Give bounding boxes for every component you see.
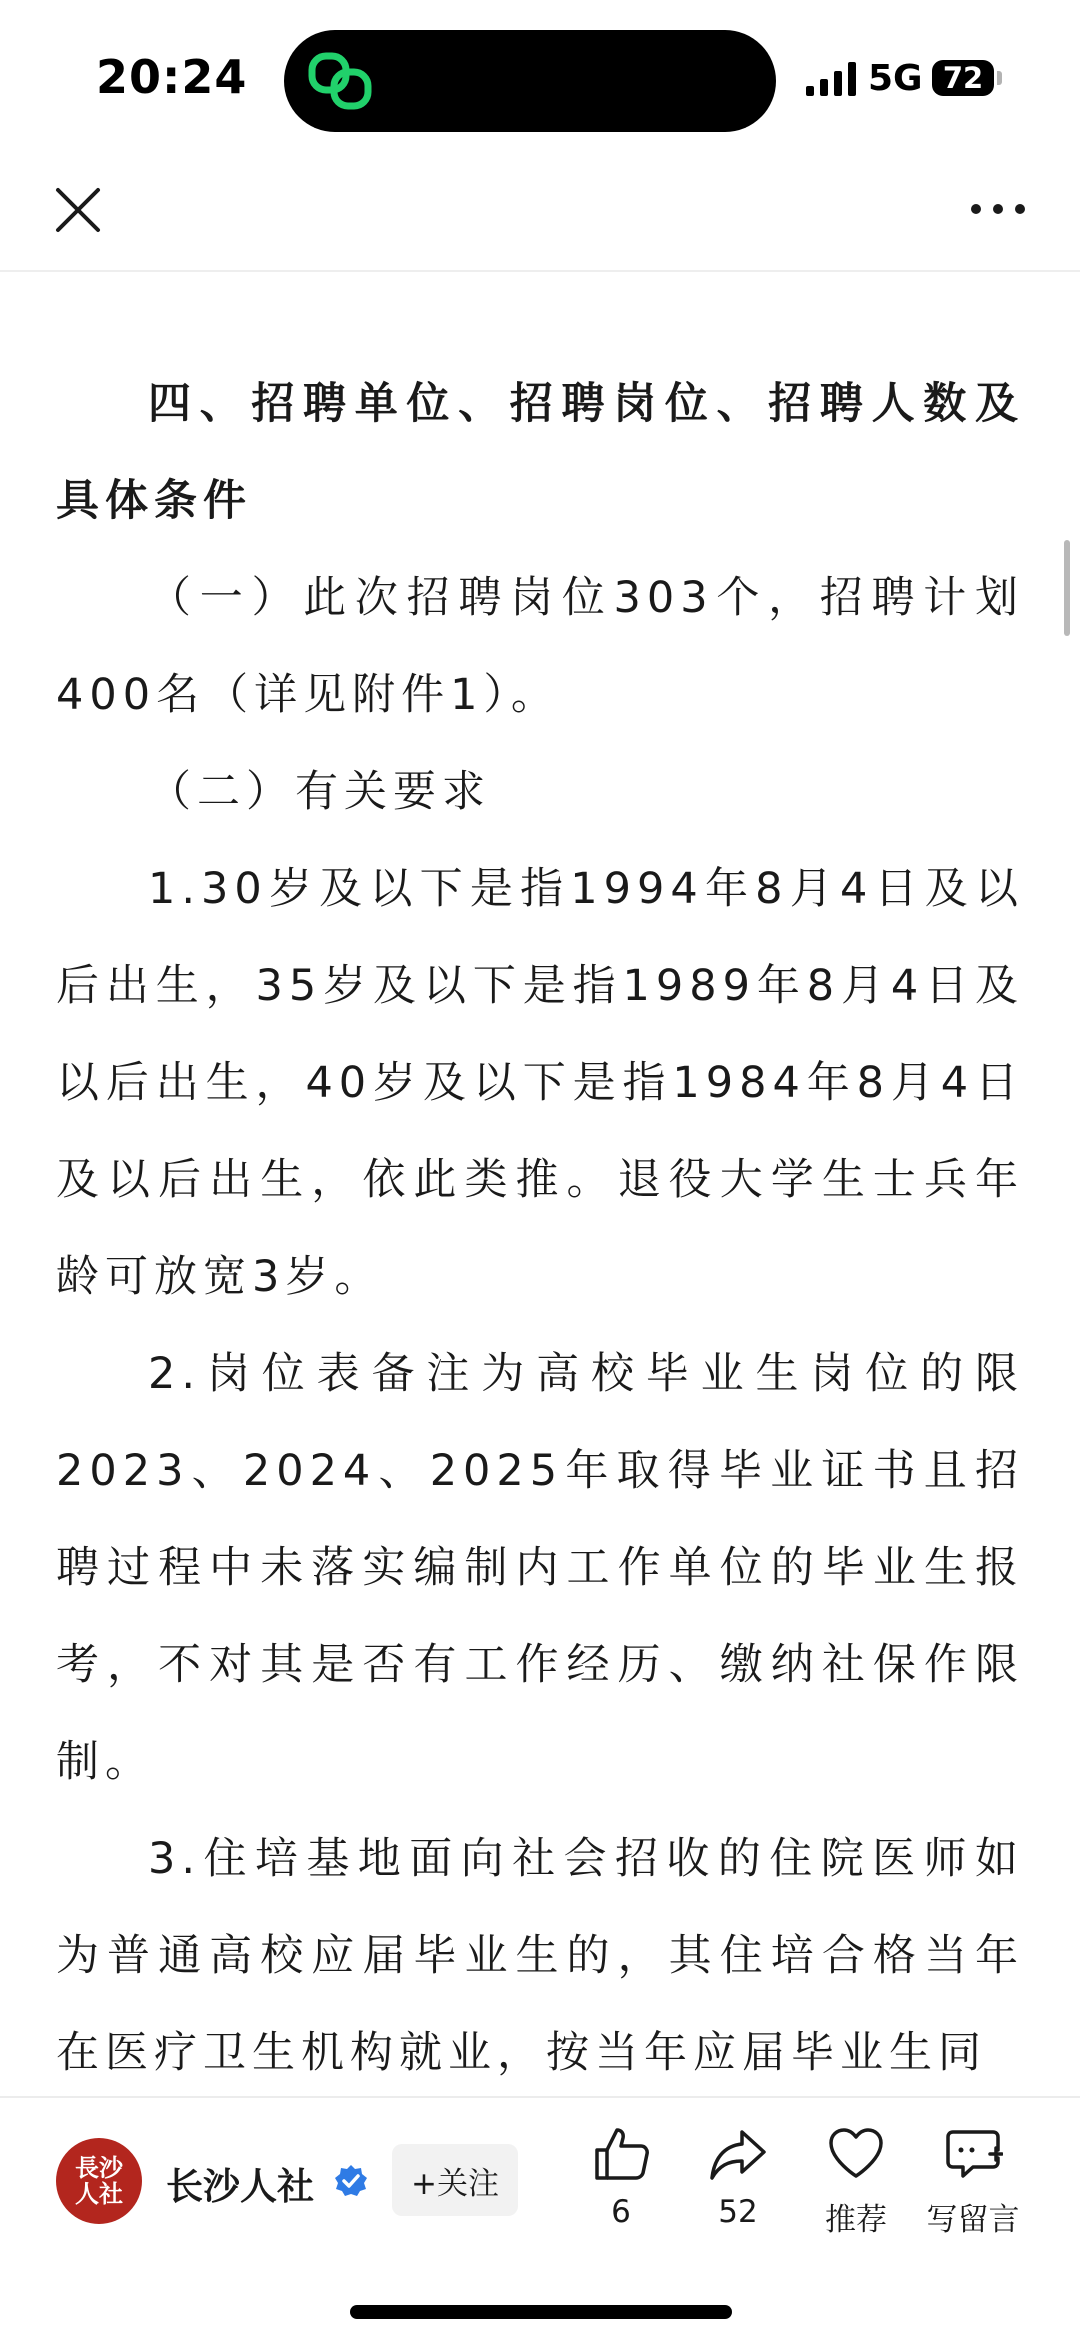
dynamic-island	[284, 30, 776, 132]
heart-icon	[826, 2124, 886, 2184]
battery-level: 72	[942, 61, 984, 95]
paragraph-2: （二）有关要求	[148, 767, 491, 817]
home-indicator[interactable]	[350, 2305, 732, 2319]
follow-button[interactable]: +关注	[392, 2144, 518, 2216]
battery-tip	[997, 71, 1002, 85]
comment-icon	[943, 2124, 1003, 2184]
comment-label: 写留言	[926, 2202, 1020, 2238]
avatar[interactable]	[56, 2138, 142, 2224]
more-icon[interactable]	[968, 194, 1028, 224]
status-bar	[0, 0, 1080, 160]
battery-icon	[932, 60, 994, 96]
verified-badge-icon	[334, 2164, 368, 2198]
avatar-logo-text: 長沙人社	[75, 2153, 123, 2208]
share-count: 52	[718, 2194, 758, 2230]
account-name[interactable]: 长沙人社	[166, 2165, 314, 2208]
link-logo-icon	[306, 50, 376, 112]
recommend-label: 推荐	[825, 2202, 887, 2238]
scrollbar[interactable]	[1064, 540, 1070, 636]
paragraph-4: 2.岗位表备注为高校毕业生岗位的限2023、2024、2025年取得毕业证书且招聘过程中未落实编制内工作单位的毕业生报考，不对其是否有工作经历、缴纳社保作限制。	[56, 1349, 1024, 1787]
paragraph-1: （一）此次招聘岗位303个，招聘计划400名（详见附件1）。	[56, 573, 1024, 720]
thumbs-up-icon	[591, 2124, 651, 2184]
network-type: 5G	[868, 58, 923, 99]
paragraph-3: 1.30岁及以下是指1994年8月4日及以后出生，35岁及以下是指1989年8月4日及以后出生，40岁及以下是指1984年8月4日及以后出生，依此类推。退役大学生士兵年龄可放宽3岁。	[56, 864, 1024, 1302]
share-icon	[708, 2124, 768, 2184]
like-button[interactable]	[566, 2124, 676, 2230]
close-icon[interactable]	[50, 182, 106, 238]
recommend-button[interactable]	[801, 2124, 911, 2239]
comment-button[interactable]	[918, 2124, 1028, 2239]
like-count: 6	[611, 2194, 631, 2230]
nav-bar	[0, 160, 1080, 272]
paragraph-5: 3.住培基地面向社会招收的住院医师如为普通高校应届毕业生的，其住培合格当年在医疗卫生机构就业，按当年应届毕业生同	[56, 1834, 1024, 2078]
section-heading: 四、招聘单位、招聘岗位、招聘人数及具体条件	[56, 379, 1024, 526]
cellular-signal-icon	[806, 62, 858, 96]
share-button[interactable]	[683, 2124, 793, 2230]
status-time: 20:24	[96, 50, 248, 104]
article-body	[56, 356, 1024, 2102]
